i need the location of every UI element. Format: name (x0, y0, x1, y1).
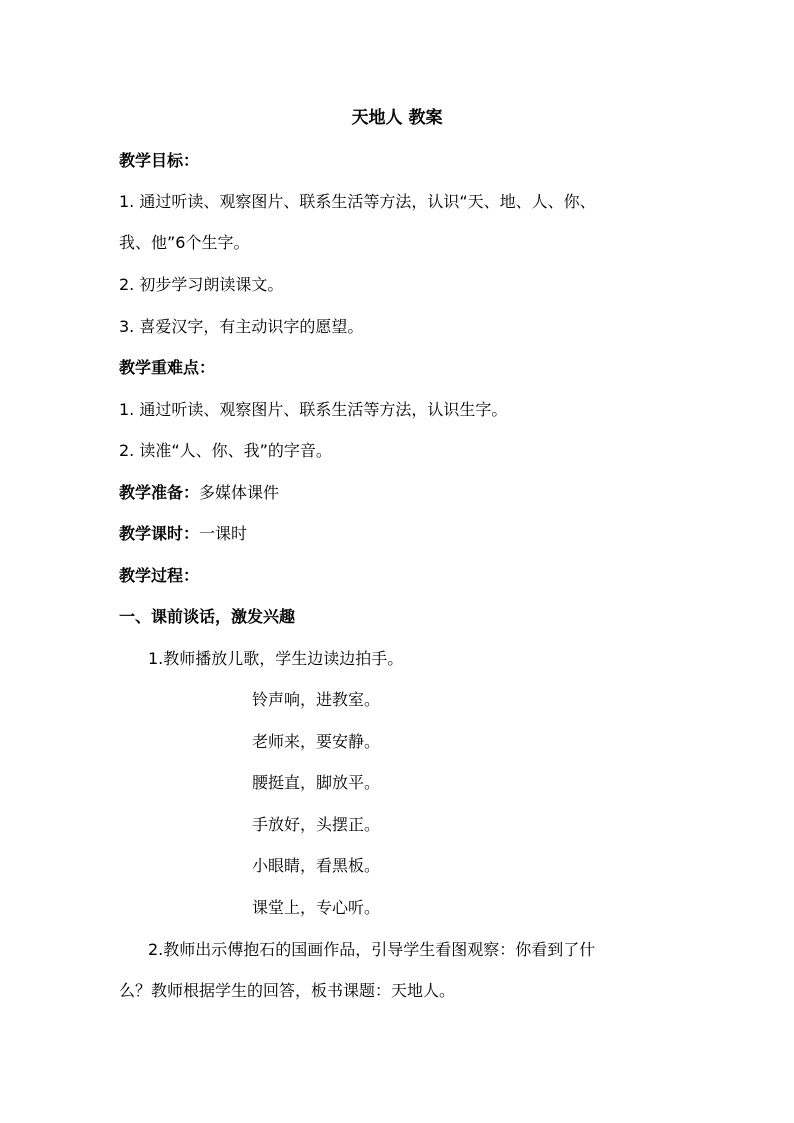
duration-value: 一课时 (199, 524, 248, 543)
step-line: 2.教师出示傅抱石的国画作品，引导学生看图观察：你看到了什 (148, 940, 596, 959)
poem-line: 小眼睛，看黑板。 (252, 856, 381, 875)
poem-line: 铃声响，进教室。 (252, 690, 381, 709)
key-point-line: 2. 读准“人、你、我”的字音。 (119, 441, 332, 460)
objective-line: 1. 通过听读、观察图片、联系生活等方法，认识“天、地、人、你、 (119, 192, 596, 211)
preparation-row (119, 480, 689, 506)
objectives-heading: 教学目标： (119, 151, 200, 170)
poem-line: 腰挺直，脚放平。 (252, 773, 381, 792)
poem-line: 老师来，要安静。 (252, 732, 381, 751)
objective-line: 2. 初步学习朗读课文。 (119, 275, 284, 294)
poem-line: 课堂上，专心听。 (252, 898, 381, 917)
process-heading: 教学过程： (119, 566, 200, 585)
step-line: 么？教师根据学生的回答，板书课题：天地人。 (119, 981, 456, 1000)
poem-line: 手放好，头摆正。 (252, 815, 381, 834)
preparation-value: 多媒体课件 (199, 483, 280, 502)
objective-line: 3. 喜爱汉字，有主动识字的愿望。 (119, 317, 364, 336)
objective-line: 我、他”6个生字。 (119, 233, 250, 252)
document-title: 天地人 教案 (351, 108, 443, 128)
preparation-label: 教学准备： (119, 483, 200, 502)
duration-label: 教学课时： (119, 524, 200, 543)
duration-row (119, 521, 689, 547)
key-points-heading: 教学重难点： (119, 358, 216, 377)
key-point-line: 1. 通过听读、观察图片、联系生活等方法，认识生字。 (119, 400, 508, 419)
section-heading: 一、课前谈话，激发兴趣 (119, 607, 296, 626)
step-line: 1.教师播放儿歌，学生边读边拍手。 (148, 649, 404, 668)
